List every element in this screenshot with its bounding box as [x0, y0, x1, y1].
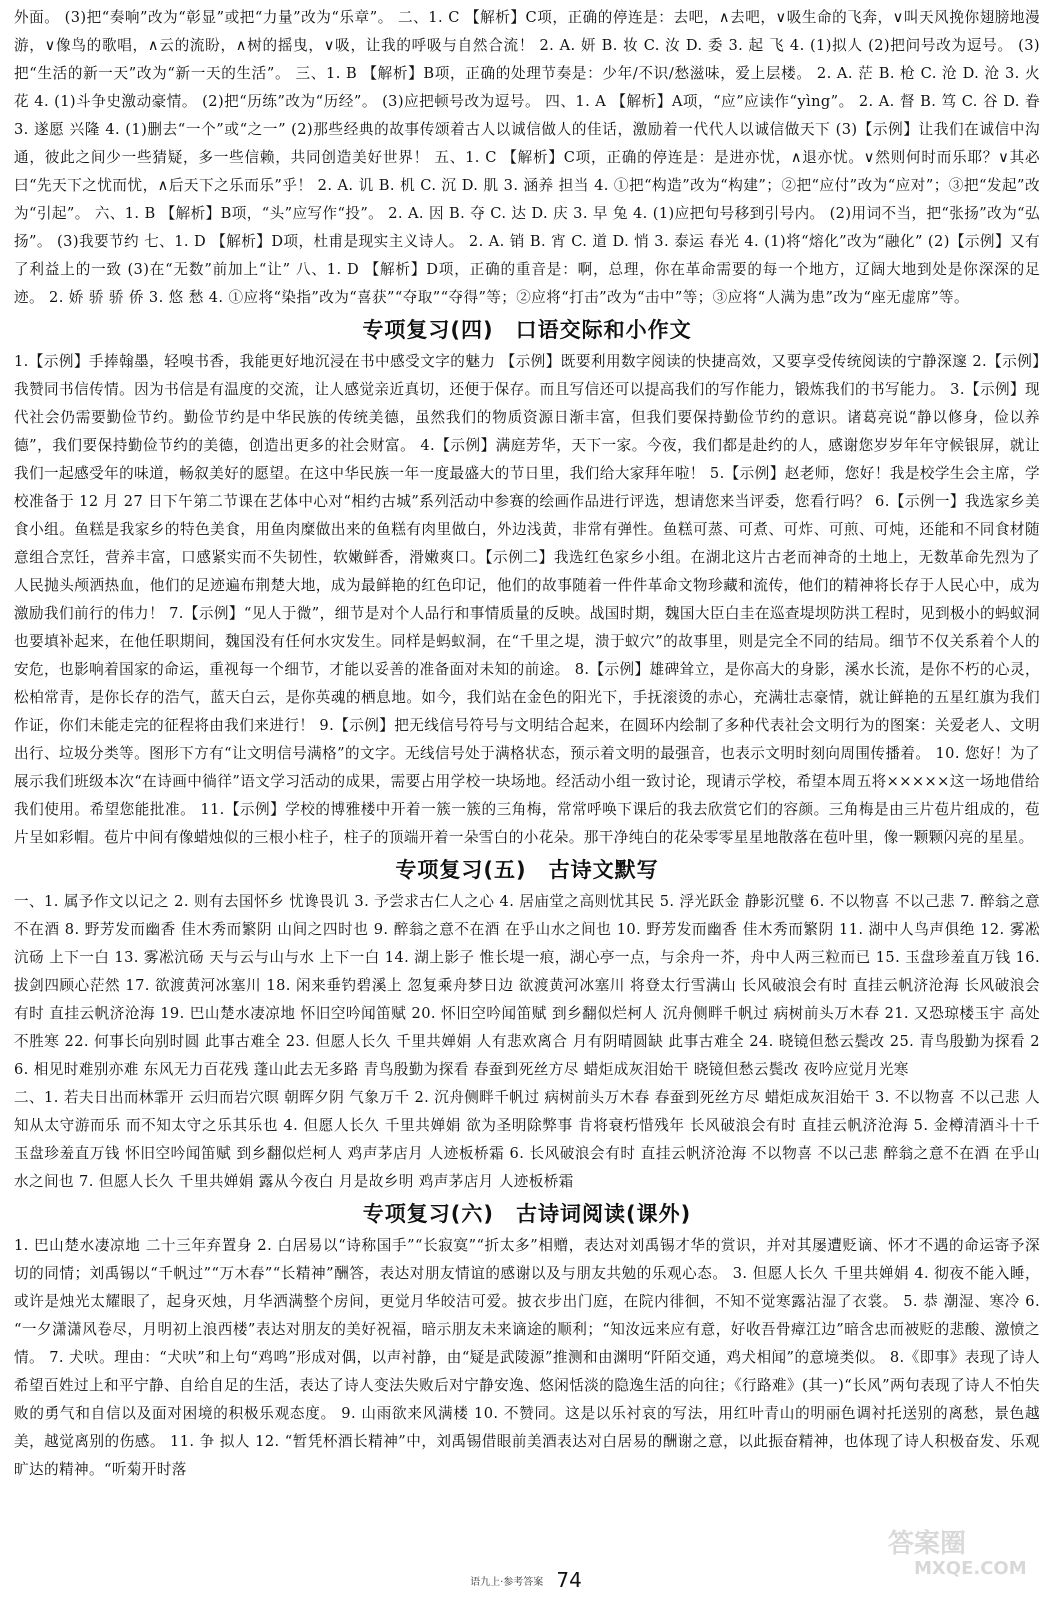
section-heading-number: 专项复习(四)	[362, 318, 494, 342]
answer-content	[14, 4, 1040, 1484]
section-heading-number: 专项复习(五)	[395, 858, 527, 882]
section-heading	[14, 314, 1040, 346]
page-number: 74	[556, 1568, 582, 1592]
section-heading	[14, 854, 1040, 886]
answer-paragraph: 一、1. 属予作文以记之 2. 则有去国怀乡 忧谗畏讥 3. 予尝求古仁人之心 4. 居庙堂之高则忧其民 5. 浮光跃金 静影沉璧 6. 不以物喜 不以己悲 7. 醉翁之意不在酒 8. 野芳发而幽香 佳木秀而繁阴 山间之四时也 9. 醉翁之意不在酒 在乎山水之间也 10. 野芳发而幽香 佳木秀而繁阴 11. 湖中人鸟声俱绝 12. 雾凇沆砀 上下一白 13. 雾凇沆砀 天与云与山与水 上下一白 14. 湖上影子 惟长堤一痕，湖心亭一点，与余舟一芥，舟中人两三粒而已 15. 玉盘珍羞直万钱 16. 拔剑四顾心茫然 17. 欲渡黄河冰塞川 18. 闲来垂钓碧溪上 忽复乘舟梦日边 欲渡黄河冰塞川 将登太行雪满山 长风破浪会有时 直挂云帆济沧海 长风破浪会有时 直挂云帆济沧海 19. 巴山楚水凄凉地 怀旧空吟闻笛赋 20. 怀旧空吟闻笛赋 到乡翻似烂柯人 沉舟侧畔千帆过 病树前头万木春 21. 又恐琼楼玉宇 高处不胜寒 22. 何事长向别时圆 此事古难全 23. 但愿人长久 千里共婵娟 人有悲欢离合 月有阴晴圆缺 此事古难全 24. 晓镜但愁云鬓改 25. 青鸟殷勤为探看 26. 相见时难别亦难 东风无力百花残 蓬山此去无多路 青鸟殷勤为探看 春蚕到死丝方尽 蜡炬成灰泪始干 晓镜但愁云鬓改 夜吟应觉月光寒	[14, 893, 1040, 1078]
section-heading-title: 古诗词阅读(课外)	[516, 1202, 692, 1226]
section-heading	[14, 1198, 1040, 1230]
page-footer	[0, 1568, 1052, 1592]
answer-paragraph: 外面。 (3)把“奏响”改为“彰显”或把“力量”改为“乐章”。 二、1. C 【解析】C项，正确的停连是：去吧，∧去吧，∨吸生命的飞奔，∨叫天风挽你翅膀地漫游，∨像鸟的歌唱，∧云的流盼，∧树的摇曳，∨吸，让我的呼吸与自然合流！ 2. A. 妍 B. 妆 C. 汝 D. 委 3. 起 飞 4. (1)拟人 (2)把问号改为逗号。 (3)把“生活的新一天”改为“新一天的生活”。 三、1. B 【解析】B项，正确的处理节奏是：少年/不识/愁滋味，爱上层楼。 2. A. 茫 B. 枪 C. 沧 D. 沧 3. 火 花 4. (1)斗争史激动豪情。 (2)把“历练”改为“历经”。 (3)应把顿号改为逗号。 四、1. A 【解析】A项，“应”应读作“yìng”。 2. A. 督 B. 笃 C. 谷 D. 眷 3. 遂愿 兴隆 4. (1)删去“一个”或“之一” (2)那些经典的故事传颂着古人以诚信做人的佳话，激励着一代代人以诚信做天下 (3)【示例】让我们在诚信中沟通，彼此之间少一些猜疑，多一些信赖，共同创造美好世界！ 五、1. C 【解析】C项，正确的停连是：是进亦忧，∧退亦忧。∨然则何时而乐耶？∨其必曰“先天下之忧而忧，∧后天下之乐而乐”乎！ 2. A. 讥 B. 机 C. 沉 D. 肌 3. 涵养 担当 4. ①把“构造”改为“构建”；②把“应付”改为“应对”；③把“发起”改为“引起”。 六、1. B 【解析】B项，“头”应写作“投”。 2. A. 因 B. 夺 C. 达 D. 庆 3. 早 兔 4. (1)应把句号移到引号内。 (2)用词不当，把“张扬”改为“弘扬”。 (3)我要节约 七、1. D 【解析】D项，杜甫是现实主义诗人。 2. A. 销 B. 宵 C. 道 D. 悄 3. 泰运 春光 4. (1)将“熔化”改为“融化” (2)【示例】又有了利益上的一致 (3)在“无数”前加上“让” 八、1. D 【解析】D项，正确的重音是：啊，总理，你在革命需要的每一个地方，辽阔大地到处是你深深的足迹。 2. 娇 骄 骄 侨 3. 悠 愁 4. ①应将“染指”改为“喜获”“夺取”“夺得”等；②应将“打击”改为“击中”等；③应将“人满为患”改为“座无虚席”等。	[14, 9, 1040, 306]
answer-paragraph: 1. 巴山楚水凄凉地 二十三年弃置身 2. 白居易以“诗称国手”“长寂寞”“折太多”相赠，表达对刘禹锡才华的赏识，并对其屡遭贬谪、怀才不遇的命运寄予深切的同情；刘禹锡以“千帆过”“万木春”“长精神”酬答，表达对朋友情谊的感谢以及与朋友共勉的乐观心态。 3. 但愿人长久 千里共婵娟 4. 彻夜不能入睡，或许是烛光太耀眼了，起身灭烛，月华洒满整个房间，更觉月华皎洁可爱。披衣步出门庭，在院内徘徊，不知不觉寒露沾湿了衣裳。 5. 恭 潮湿、寒冷 6. “一夕潇潇风卷尽，月明初上浪西楼”表达对朋友的美好祝福，暗示朋友未来谪途的顺利；“知汝远来应有意，好收吾骨瘴江边”暗含忠而被贬的悲酸、激愤之情。 7. 犬吠。理由：“犬吠”和上句“鸡鸣”形成对偶，以声衬静，由“疑是武陵源”推测和由渊明“阡陌交通，鸡犬相闻”的意境类似。 8.《即事》表现了诗人希望百姓过上和平宁静、自给自足的生活，表达了诗人变法失败后对宁静安逸、悠闲恬淡的隐逸生活的向往；《行路难》(其一)“长风”两句表现了诗人不怕失败的勇气和自信以及面对困境的积极乐观态度。 9. 山雨欲来风满楼 10. 不赞同。这是以乐衬哀的写法，用红叶青山的明丽色调衬托送别的离愁，景色越美，越觉离别的伤感。 11. 争 拟人 12. “暂凭杯酒长精神”中，刘禹锡借眼前美酒表达对白居易的酬谢之意，以此振奋精神，也体现了诗人积极奋发、乐观旷达的精神。“听菊开时落	[14, 1237, 1040, 1478]
answer-paragraph: 二、1. 若夫日出而林霏开 云归而岩穴暝 朝晖夕阴 气象万千 2. 沉舟侧畔千帆过 病树前头万木春 春蚕到死丝方尽 蜡炬成灰泪始干 3. 不以物喜 不以己悲 人知从太守游而乐 而不知太守之乐其乐也 4. 但愿人长久 千里共婵娟 欲为圣明除弊事 肯将衰朽惜残年 长风破浪会有时 直挂云帆济沧海 5. 金樽清酒斗十千 玉盘珍羞直万钱 怀旧空吟闻笛赋 到乡翻似烂柯人 鸡声茅店月 人迹板桥霜 6. 长风破浪会有时 直挂云帆济沧海 不以物喜 不以己悲 醉翁之意不在酒 在乎山水之间也 7. 但愿人长久 千里共婵娟 露从今夜白 月是故乡明 鸡声茅店月 人迹板桥霜	[14, 1089, 1040, 1190]
footer-label: 语九上·参考答案	[470, 1576, 544, 1588]
section-heading-title: 古诗文默写	[548, 858, 659, 882]
svg-text:MXQE.COM: MXQE.COM	[914, 1558, 1027, 1579]
svg-text:答案圈: 答案圈	[888, 1529, 967, 1559]
section-heading-title: 口语交际和小作文	[515, 318, 692, 342]
section-heading-number: 专项复习(六)	[362, 1202, 494, 1226]
answer-paragraph: 1.【示例】手捧翰墨，轻嗅书香，我能更好地沉浸在书中感受文字的魅力 【示例】既要利用数字阅读的快捷高效，又要享受传统阅读的宁静深邃 2.【示例】我赞同书信传情。因为书信是有温度的交流，让人感觉亲近真切，还便于保存。而且写信还可以提高我们的写作能力，锻炼我们的书写能力。 3.【示例】现代社会仍需要勤俭节约。勤俭节约是中华民族的传统美德，虽然我们的物质资源日渐丰富，但我们要保持勤俭节约的意识。诸葛亮说“静以修身，俭以养德”，我们要保持勤俭节约的美德，创造出更多的社会财富。 4.【示例】满庭芳华，天下一家。今夜，我们都是赴约的人，感谢您岁岁年年守候银屏，就让我们一起感受年的味道，畅叙美好的愿望。在这中华民族一年一度最盛大的节日里，我们给大家拜年啦！ 5.【示例】赵老师，您好！我是校学生会主席，学校准备于 12 月 27 日下午第二节课在艺体中心对“相约古城”系列活动中参赛的绘画作品进行评选，想请您来当评委，您看行吗？ 6.【示例一】我选家乡美食小组。鱼糕是我家乡的特色美食，用鱼肉糜做出来的鱼糕有肉里做白，外边浅黄，非常有弹性。鱼糕可蒸、可煮、可炸、可煎、可炖，还能和不同食材随意组合烹饪，营养丰富，口感紧实而不失韧性，软嫩鲜香，滑嫩爽口。【示例二】我选红色家乡小组。在湖北这片古老而神奇的土地上，无数革命先烈为了人民抛头颅洒热血，他们的足迹遍布荆楚大地，成为最鲜艳的红色印记，他们的故事随着一件件革命文物珍藏和流传，他们的精神将长存于人民心中，成为激励我们前行的伟力！ 7.【示例】“见人于微”，细节是对个人品行和事情质量的反映。战国时期，魏国大臣白圭在巡查堤坝防洪工程时，见到极小的蚂蚁洞也要填补起来，在他任职期间，魏国没有任何水灾发生。同样是蚂蚁洞，在“千里之堤，溃于蚁穴”的故事里，则是完全不同的结局。细节不仅关系着个人的安危，也影响着国家的命运，重视每一个细节，才能以妥善的准备面对未知的前途。 8.【示例】雄碑耸立，是你高大的身影，溪水长流，是你不朽的心灵，松柏常青，是你长存的浩气，蓝天白云，是你英魂的栖息地。如今，我们站在金色的阳光下，手抚滚烫的赤心，充满壮志豪情，就让鲜艳的五星红旗为我们作证，你们未能走完的征程将由我们来进行！ 9.【示例】把无线信号符号与文明结合起来，在圆环内绘制了多种代表社会文明行为的图案：关爱老人、文明出行、垃圾分类等。图形下方有“让文明信号满格”的文字。无线信号处于满格状态，预示着文明的最强音，也表示文明时刻向周围传播着。 10. 您好！为了展示我们班级本次“在诗画中徜徉”语文学习活动的成果，需要占用学校一块场地。经活动小组一致讨论，现请示学校，希望本周五将×××××这一场地借给我们使用。希望您能批准。 11.【示例】学校的博雅楼中开着一簇一簇的三角梅，常常呼唤下课后的我去欣赏它们的容颜。三角梅是由三片苞片组成的，苞片呈如彩帽。苞片中间有像蜡烛似的三根小柱子，柱子的顶端开着一朵雪白的小花朵。那干净纯白的花朵零零星星地散落在苞叶里，像一颗颗闪亮的星星。	[14, 353, 1040, 846]
